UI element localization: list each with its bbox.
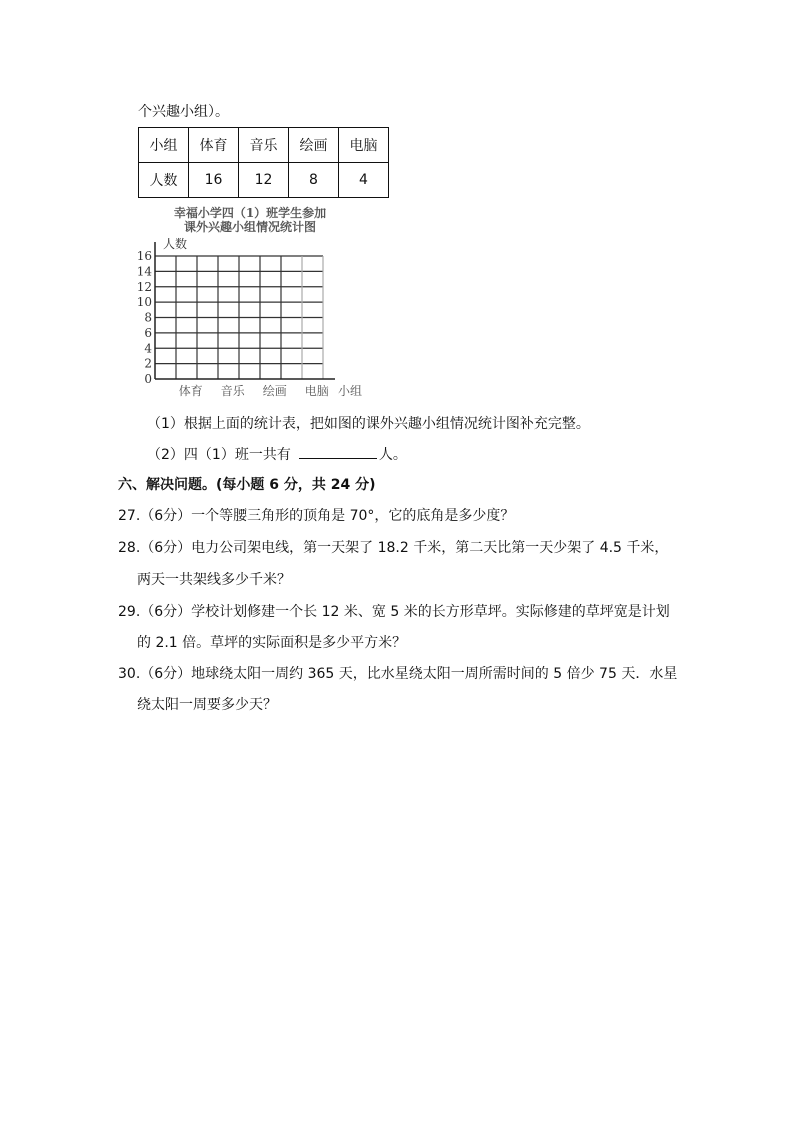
- table-cell: 音乐: [239, 128, 289, 163]
- y-tick-label: 0: [144, 372, 152, 386]
- chart-title-line1: 幸福小学四（1）班学生参加: [173, 206, 327, 220]
- intro-tail: 个兴趣小组）。: [138, 104, 229, 120]
- table-cell: 绘画: [289, 128, 339, 163]
- stats-table: [138, 127, 389, 198]
- answer-blank[interactable]: [299, 444, 377, 459]
- y-tick-label: 8: [144, 310, 152, 325]
- chart-xlabel: 小组: [337, 384, 363, 398]
- question-30-cont: 绕太阳一周要多少天？: [137, 697, 277, 713]
- x-tick-label: 音乐: [220, 384, 245, 398]
- table-cell: 人数: [139, 163, 189, 198]
- question-30: 30.（6分）地球绕太阳一周约 365 天，比水星绕太阳一周所需时间的 5 倍少 75 天．水星: [118, 666, 678, 682]
- y-tick-label: 16: [136, 249, 152, 263]
- table-cell: 小组: [139, 128, 189, 163]
- y-tick-label: 12: [136, 279, 152, 294]
- question-29-cont: 的 2.1 倍。草坪的实际面积是多少平方米？: [137, 635, 407, 651]
- x-tick-label: 体育: [178, 384, 203, 398]
- question-2-suffix: 人。: [378, 447, 407, 463]
- table-row: [139, 163, 389, 198]
- chart-ylabel: 人数: [163, 237, 188, 251]
- question-2: [147, 444, 407, 464]
- y-tick-label: 6: [144, 325, 152, 340]
- y-tick-label: 4: [144, 341, 152, 356]
- y-tick-label: 10: [136, 295, 152, 310]
- y-tick-label: 2: [144, 356, 152, 371]
- question-28: 28.（6分）电力公司架电线，第一天架了 18.2 千米，第二天比第一天少架了 4.5 千米，: [118, 540, 669, 556]
- question-29: 29.（6分）学校计划修建一个长 12 米、宽 5 米的长方形草坪。实际修建的草坪宽是计划: [118, 604, 670, 620]
- table-cell: 8: [289, 163, 339, 198]
- section-6-heading: 六、解决问题。(每小题 6 分，共 24 分): [118, 477, 376, 493]
- x-tick-label: 绘画: [262, 384, 287, 398]
- table-row: [139, 128, 389, 163]
- x-tick-label: 电脑: [304, 384, 329, 398]
- table-cell: 体育: [189, 128, 239, 163]
- question-28-cont: 两天一共架线多少千米？: [137, 572, 291, 588]
- question-2-prefix: （2）四（1）班一共有: [147, 447, 291, 463]
- y-tick-label: 14: [136, 264, 152, 279]
- question-27: 27.（6分）一个等腰三角形的顶角是 70°，它的底角是多少度？: [118, 508, 515, 524]
- table-cell: 电脑: [339, 128, 389, 163]
- table-cell: 16: [189, 163, 239, 198]
- blank-bar-chart: [130, 200, 370, 405]
- table-cell: 4: [339, 163, 389, 198]
- chart-title-line2: 课外兴趣小组情况统计图: [183, 220, 317, 234]
- question-1: （1）根据上面的统计表，把如图的课外兴趣小组情况统计图补充完整。: [147, 416, 590, 432]
- table-cell: 12: [239, 163, 289, 198]
